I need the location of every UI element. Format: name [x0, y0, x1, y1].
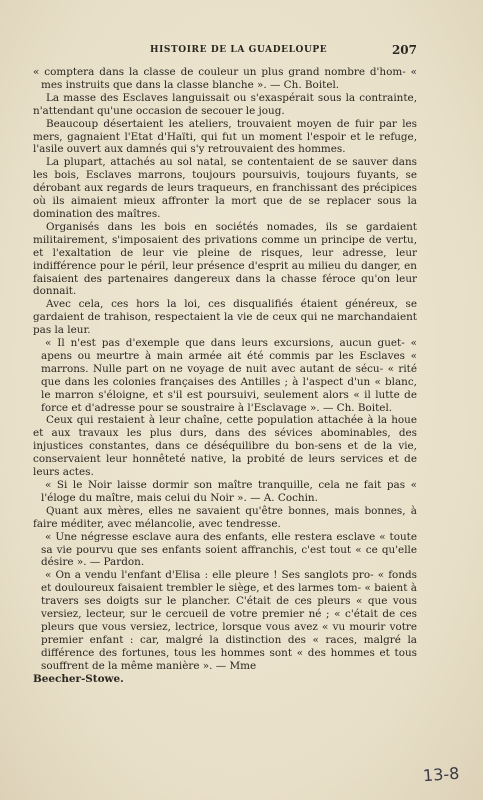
paragraph-8: Quant aux mères, elles ne savaient qu'être bonnes, mais bonnes, à faire méditer, avec mélancolie, avec tendresse.: [33, 504, 417, 530]
handwritten-shelf-mark: 13-8: [422, 763, 460, 786]
paragraph-3: Beaucoup désertaient les ateliers, trouvaient moyen de fuir par les mers, gagnaient l'Etat d'Haïti, qui fut un moment l'espoir et le refuge, l'asile ouvert aux damnés qui s'y retrouvaient des hommes.: [33, 117, 417, 156]
quote-cochin: « Si le Noir laisse dormir son maître tranquille, cela ne fait pas « l'éloge du maître, mais celui du Noir ». — A. Cochin.: [41, 479, 417, 504]
paragraph-6: Avec cela, ces hors la loi, ces disqualifiés étaient généreux, se gardaient de trahison, respectaient la vie de ceux qui ne marchandaient pas la leur.: [33, 298, 417, 337]
paragraph-5: Organisés dans les bois en sociétés nomades, ils se gardaient militairement, s'imposaient des privations comme un principe de vertu, et l'exaltation de leur vie pleine de risques, leur adresse, leur indifférence pour le péril, leur présence d'esprit au milieu du danger, en faisaient des partenaires dangereux dans la chasse féroce qu'on leur donnait.: [33, 220, 417, 298]
quote-boitel: « Il n'est pas d'exemple que dans leurs excursions, aucun guet- « apens ou meurtre à main armée ait été commis par les Esclaves « marrons. Nulle part on ne voyage de nuit avec autant de sécu- « rité que dans les colonies françaises des Antilles ; à l'aspect d'un « blanc, le marron s'éloigne, et s'il est poursuivi, seulement alors « il lutte de force et d'adresse pour se soustraire à l'Esclavage ». — Ch. Boitel.: [41, 337, 417, 414]
page-header: [0, 45, 483, 61]
page-number: 207: [391, 43, 417, 57]
quote-stowe: « On a vendu l'enfant d'Elisa : elle pleure ! Ses sanglots pro- « fonds et douloureux faisaient trembler le siège, et des larmes tom- « baient à travers ses doigts sur le plancher. C'était de ces pleurs « que vous versiez, lecteur, sur le cercueil de votre premier né ; « c'était de ces pleurs que vous versiez, lectrice, lorsque vous avez « vu mourir votre premier enfant : car, malgré la distinction des « races, malgré la différence des fortunes, tous les hommes sont « des hommes et tous souffrent de la même manière ». — Mme: [41, 569, 417, 672]
signature: Beecher-Stowe.: [33, 672, 124, 685]
paragraph-1: « comptera dans la classe de couleur un plus grand nombre d'hom- « mes instruits que dans la classe blanche ». — Ch. Boitel.: [33, 66, 417, 91]
page-body: [33, 66, 417, 686]
paragraph-7: Ceux qui restaient à leur chaîne, cette population attachée à la houe et aux travaux les plus durs, dans des sévices abominables, des injustices constantes, dans ce déséquilibre du bon-sens et de la vie, conservaient leur honnêteté native, la probité de leurs services et de leurs actes.: [33, 414, 417, 479]
paragraph-4: La plupart, attachés au sol natal, se contentaient de se sauver dans les bois, Esclaves marrons, toujours poursuivis, toujours fuyants, se dérobant aux regards de leurs traqueurs, en franchissant des précipices où ils aimaient mieux affronter la mort que de se replacer sous la domination des maîtres.: [33, 156, 417, 220]
running-title: HISTOIRE DE LA GUADELOUPE: [150, 45, 328, 55]
paragraph-2: La masse des Esclaves languissait ou s'exaspérait sous la contrainte, n'attendant qu'une occasion de secouer le joug.: [33, 91, 417, 117]
quote-pardon: « Une négresse esclave aura des enfants, elle restera esclave « toute sa vie pourvu que ses enfants soient affranchis, c'est tout « ce qu'elle désire ». — Pardon.: [41, 530, 417, 569]
